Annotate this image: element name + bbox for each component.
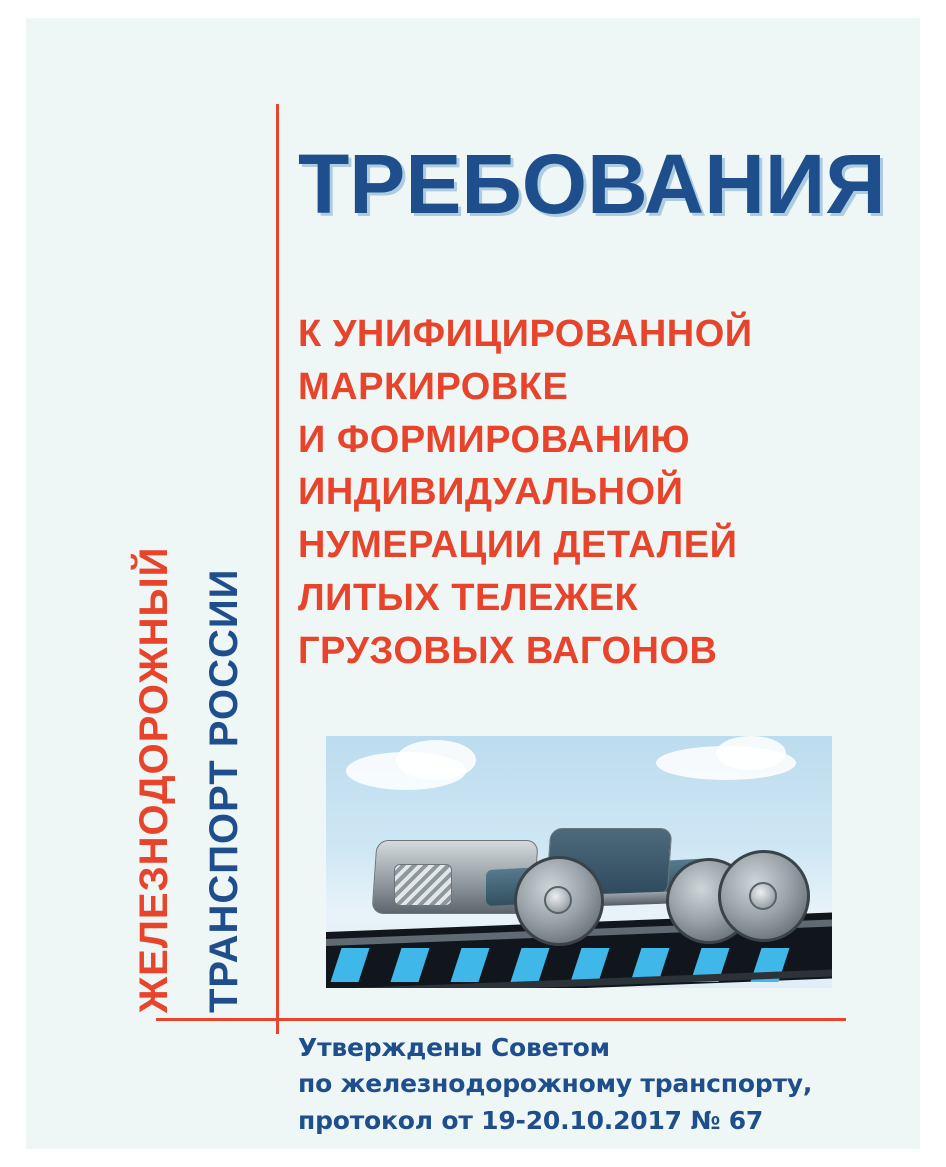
spine-text-railway: ЖЕЛЕЗНОДОРОЖНЫЙ <box>132 546 176 1013</box>
approval-line: протокол от 19-20.10.2017 № 67 <box>298 1105 764 1135</box>
subtitle-line: ИНДИВИДУАЛЬНОЙ <box>298 471 684 514</box>
subtitle-line: ГРУЗОВЫХ ВАГОНОВ <box>298 629 718 672</box>
approval-line: по железнодорожному транспорту, <box>298 1069 813 1099</box>
approval-note <box>298 1030 812 1139</box>
railway-bogie-illustration <box>326 736 832 988</box>
cover-background <box>26 18 920 1149</box>
subtitle-line: МАРКИРОВКЕ <box>298 365 569 408</box>
subtitle-line: И ФОРМИРОВАНИЮ <box>298 418 691 461</box>
cloud-shape <box>716 736 786 770</box>
bogie-assembly <box>366 820 796 950</box>
page-title: ТРЕБОВАНИЯ <box>298 137 886 231</box>
page-subtitle <box>298 308 898 678</box>
spine-text-transport-russia: ТРАНСПОРТ РОССИИ <box>202 568 246 1013</box>
wheel-hub <box>749 882 777 910</box>
approval-line: Утверждены Советом <box>298 1033 610 1062</box>
vertical-divider <box>276 104 279 1034</box>
subtitle-line: ЛИТЫХ ТЕЛЕЖЕК <box>298 577 639 620</box>
subtitle-line: НУМЕРАЦИИ ДЕТАЛЕЙ <box>298 524 738 567</box>
spring-set <box>394 864 452 906</box>
wheel-hub <box>544 886 572 914</box>
subtitle-line: К УНИФИЦИРОВАННОЙ <box>298 313 753 355</box>
cloud-shape <box>396 740 476 780</box>
horizontal-divider <box>156 1018 846 1021</box>
